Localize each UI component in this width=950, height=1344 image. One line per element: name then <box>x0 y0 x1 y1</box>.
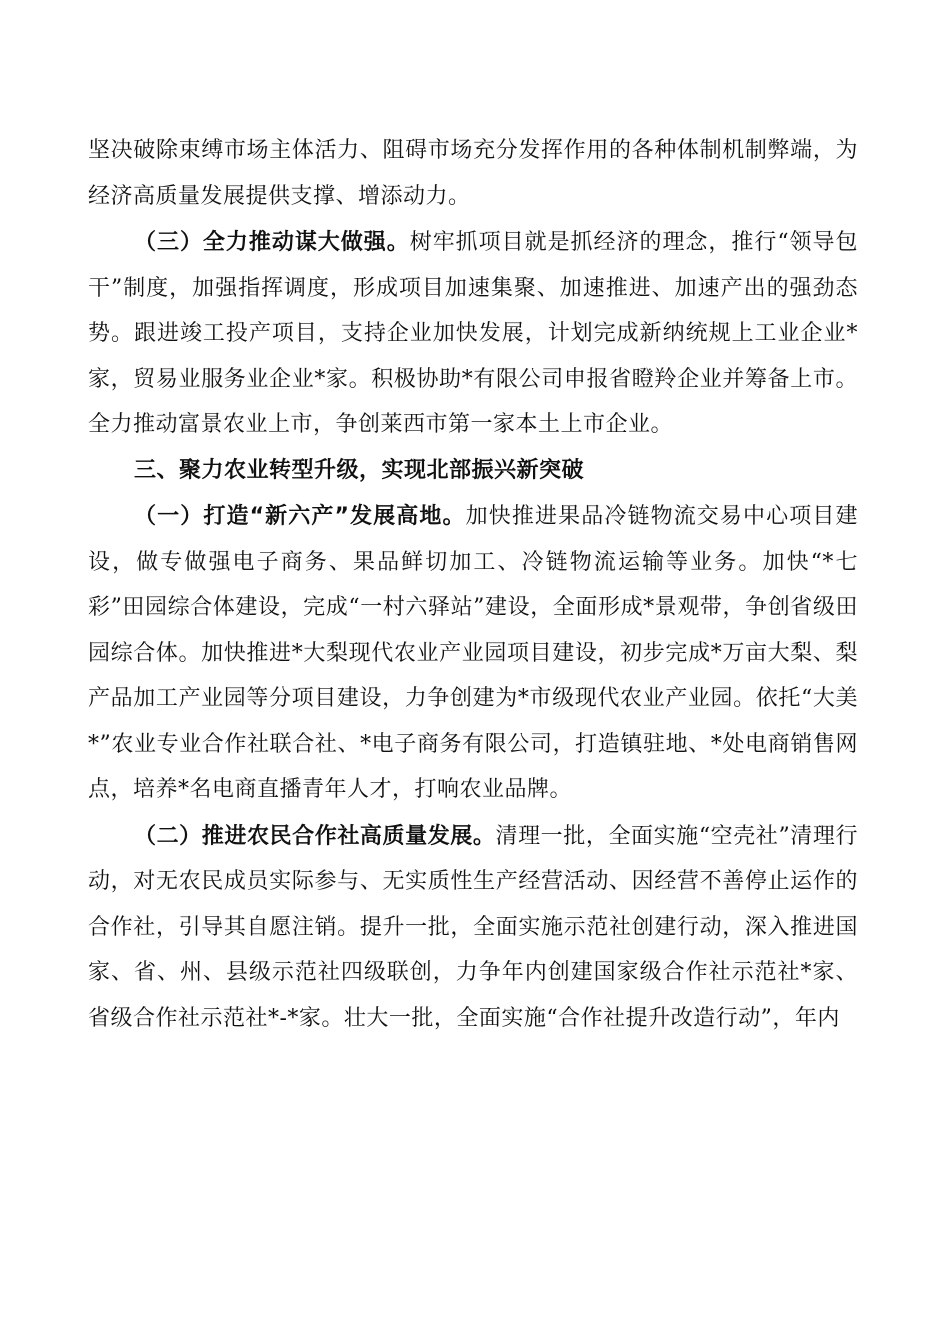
paragraph-lead-heading: （二）推进农民合作社高质量发展。 <box>134 823 496 849</box>
paragraph-text: 加快推进果品冷链物流交易中心项目建设，做专做强电子商务、果品鲜切加工、冷链物流运输等业务。加快“*七彩”田园综合体建设，完成“一村六驿站”建设，全面形成*景观带，争创省级田园综合体。加快推进*大梨现代农业产业园项目建设，初步完成*万亩大梨、梨产品加工产业园等分项目建设，力争创建为*市级现代农业产业园。依托“大美*”农业专业合作社联合社、*电子商务有限公司，打造镇驻地、*处电商销售网点，培养*名电商直播青年人才，打响农业品牌。 <box>88 504 858 802</box>
section-heading: 三、聚力农业转型升级，实现北部振兴新突破 <box>134 457 585 483</box>
document-page <box>88 128 858 1041</box>
paragraph-section-3 <box>88 220 858 448</box>
paragraph-continuation <box>88 128 858 219</box>
paragraph-text: 清理一批，全面实施“空壳社”清理行动，对无农民成员实际参与、无实质性生产经营活动、因经营不善停止运作的合作社，引导其自愿注销。提升一批，全面实施示范社创建行动，深入推进国家、省、州、县级示范社四级联创，力争年内创建国家级合作社示范社*家、省级合作社示范社*-*家。壮大一批，全面实施“合作社提升改造行动”，年内 <box>88 823 858 1031</box>
paragraph-text: 树牢抓项目就是抓经济的理念，推行“领导包干”制度，加强指挥调度，形成项目加速集聚、加速推进、加速产出的强劲态势。跟进竣工投产项目，支持企业加快发展，计划完成新纳统规上工业企业*家，贸易业服务业企业*家。积极协助*有限公司申报省瞪羚企业并筹备上市。全力推动富景农业上市，争创莱西市第一家本土上市企业。 <box>88 230 858 437</box>
paragraph-subsection-1 <box>88 494 858 813</box>
paragraph-lead-heading: （三）全力推动谋大做强。 <box>134 230 410 255</box>
paragraph-lead-heading: （一）打造“新六产”发展高地。 <box>134 504 466 529</box>
paragraph-subsection-2 <box>88 814 858 1042</box>
paragraph-text: 坚决破除束缚市场主体活力、阻碍市场充分发挥作用的各种体制机制弊端，为经济高质量发展提供支撑、增添动力。 <box>88 138 858 209</box>
